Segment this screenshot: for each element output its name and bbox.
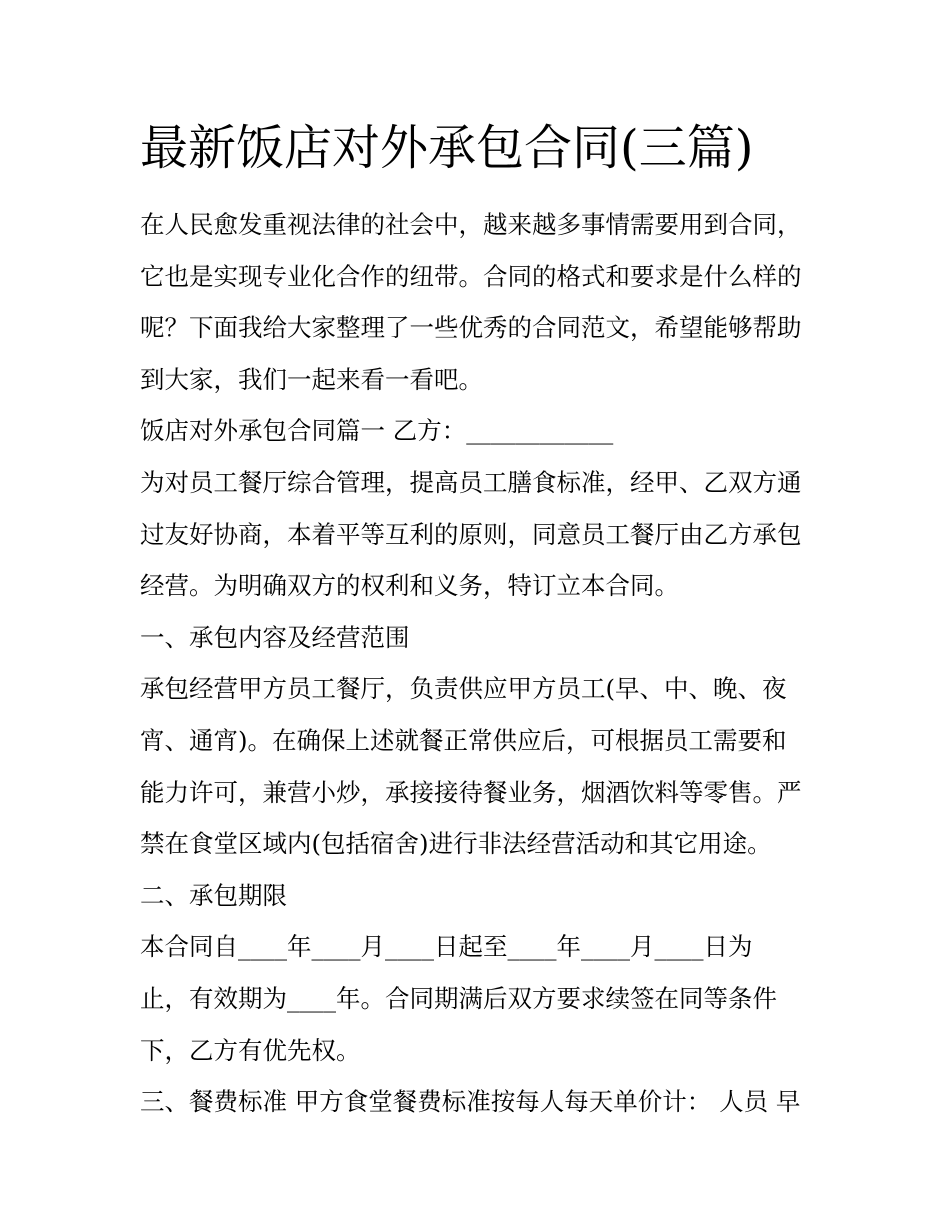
paragraph-line: 能力许可，兼营小炒，承接接待餐业务，烟酒饮料等零售。严 bbox=[140, 777, 802, 807]
paragraph-line: 下，乙方有优先权。 bbox=[140, 1035, 361, 1065]
paragraph-line: 本合同自____年____月____日起至____年____月____日为 bbox=[140, 932, 753, 962]
paragraph-line: 到大家，我们一起来看一看吧。 bbox=[140, 364, 483, 394]
section-heading-line: 饭店对外承包合同篇一 乙方：____________ bbox=[140, 416, 614, 446]
document-body bbox=[140, 199, 820, 1128]
paragraph-line: 为对员工餐厅综合管理，提高员工膳食标准，经甲、乙双方通 bbox=[140, 467, 802, 497]
paragraph-line: 在人民愈发重视法律的社会中，越来越多事情需要用到合同， bbox=[140, 210, 802, 239]
document-title: 最新饭店对外承包合同(三篇) bbox=[140, 120, 754, 176]
paragraph-line: 经营。为明确双方的权利和义务，特订立本合同。 bbox=[140, 571, 679, 601]
paragraph-line: 它也是实现专业化合作的纽带。合同的格式和要求是什么样的 bbox=[140, 261, 802, 291]
paragraph-line: 宵、通宵)。在确保上述就餐正常供应后，可根据员工需要和 bbox=[140, 725, 787, 755]
paragraph-line: 止，有效期为____年。合同期满后双方要求续签在同等条件 bbox=[140, 983, 777, 1013]
section-heading-line: 二、承包期限 bbox=[140, 880, 287, 910]
paragraph-line: 承包经营甲方员工餐厅，负责供应甲方员工(早、中、晚、夜 bbox=[140, 674, 787, 704]
paragraph-line: 呢？下面我给大家整理了一些优秀的合同范文，希望能够帮助 bbox=[140, 313, 802, 343]
paragraph-line: 禁在食堂区域内(包括宿舍)进行非法经营活动和其它用途。 bbox=[140, 829, 772, 859]
section-heading-line: 三、餐费标准 甲方食堂餐费标准按每人每天单价计： 人员 早 bbox=[140, 1087, 801, 1117]
paragraph-line: 过友好协商，本着平等互利的原则，同意员工餐厅由乙方承包 bbox=[140, 519, 802, 549]
section-heading-line: 一、承包内容及经营范围 bbox=[140, 622, 410, 652]
